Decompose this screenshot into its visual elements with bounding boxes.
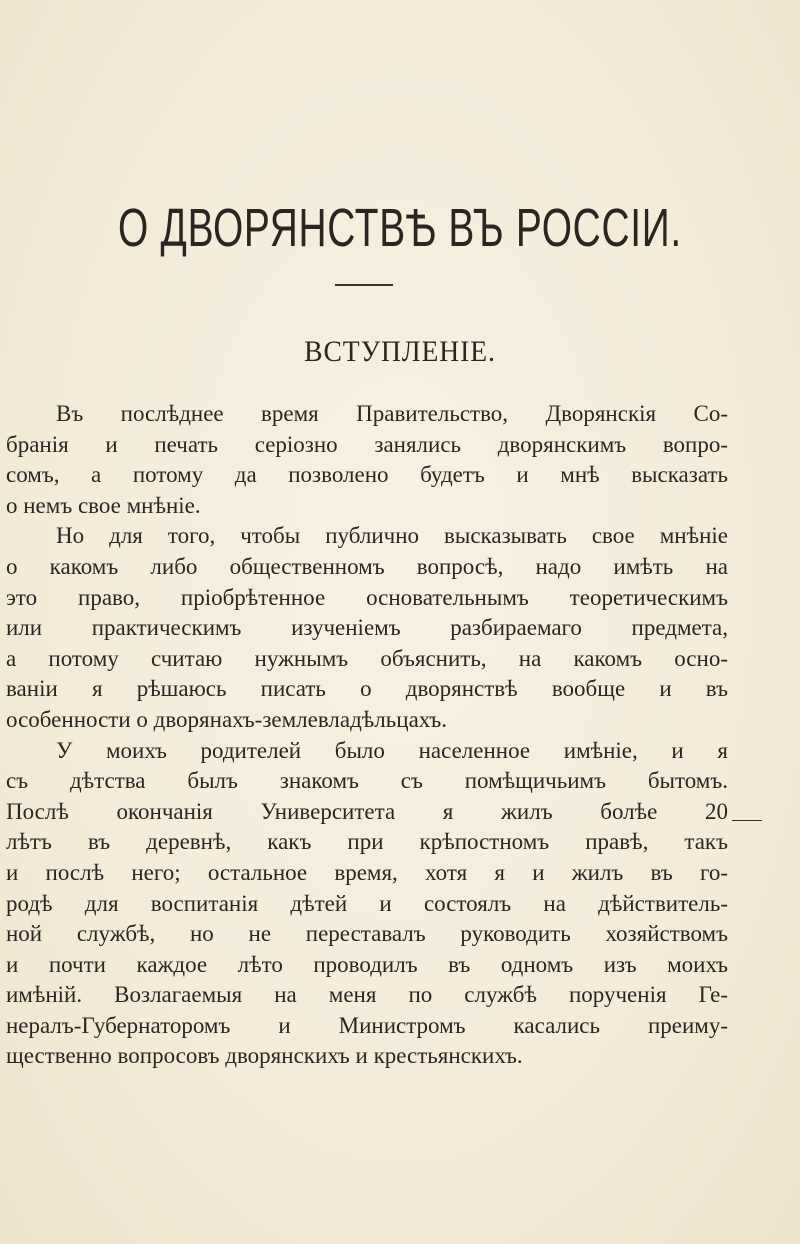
text-line: бранія и печать серіозно занялись дворянскимъ вопро- <box>6 431 728 457</box>
text-line: о какомъ либо общественномъ вопросѣ, надо имѣть на <box>6 553 728 579</box>
text-line: Въ послѣднее время Правительство, Дворянскія Со- <box>56 401 728 426</box>
text-line: и почти каждое лѣто проводилъ въ одномъ изъ моихъ <box>6 951 728 977</box>
text-line: нералъ-Губернаторомъ и Министромъ касались преиму- <box>6 1012 728 1038</box>
text-line: и послѣ него; остальное время, хотя я и жилъ въ го- <box>6 859 728 885</box>
text-line: съ дѣтства былъ знакомъ съ помѣщичьимъ бытомъ. <box>6 768 728 794</box>
text-line: щественно вопросовъ дворянскихъ и крестьянскихъ. <box>6 1043 523 1069</box>
body-text <box>6 399 728 1072</box>
text-line: родѣ для воспитанія дѣтей и состоялъ на дѣйствитель- <box>6 890 728 916</box>
text-line: лѣтъ въ деревнѣ, какъ при крѣпостномъ правѣ, такъ <box>6 829 728 855</box>
text-line: имѣній. Возлагаемыя на меня по службѣ порученія Ге- <box>6 982 728 1008</box>
text-line: это право, пріобрѣтенное основательнымъ теоретическимъ <box>6 584 728 610</box>
text-line: Послѣ окончанія Университета я жилъ болѣе 20 <box>6 798 728 824</box>
text-line: ной службѣ, но не переставалъ руководить хозяйствомъ <box>6 921 728 947</box>
page-title: О ДВОРЯНСТВѢ ВЪ РОССІИ. <box>118 198 682 258</box>
text-line: сомъ, а потому да позволено будетъ и мнѣ высказать <box>6 462 728 488</box>
text-line: Но для того, чтобы публично высказывать свое мнѣніе <box>56 523 728 549</box>
section-heading: ВСТУПЛЕНІЕ. <box>304 335 496 368</box>
text-line: У моихъ родителей было населенное имѣніе, и я <box>56 737 728 763</box>
text-line: а потому считаю нужнымъ объяснить, на какомъ осно- <box>6 645 728 671</box>
title-divider-rule <box>335 284 393 286</box>
text-line: или практическимъ изученіемъ разбираемаго предмета, <box>6 615 728 641</box>
underline-mark <box>732 820 762 821</box>
text-line: о немъ свое мнѣніе. <box>6 492 201 518</box>
text-line: ваніи я рѣшаюсь писать о дворянствѣ вообще и въ <box>6 676 728 702</box>
text-line: особенности о дворянахъ-землевладѣльцахъ. <box>6 706 448 732</box>
